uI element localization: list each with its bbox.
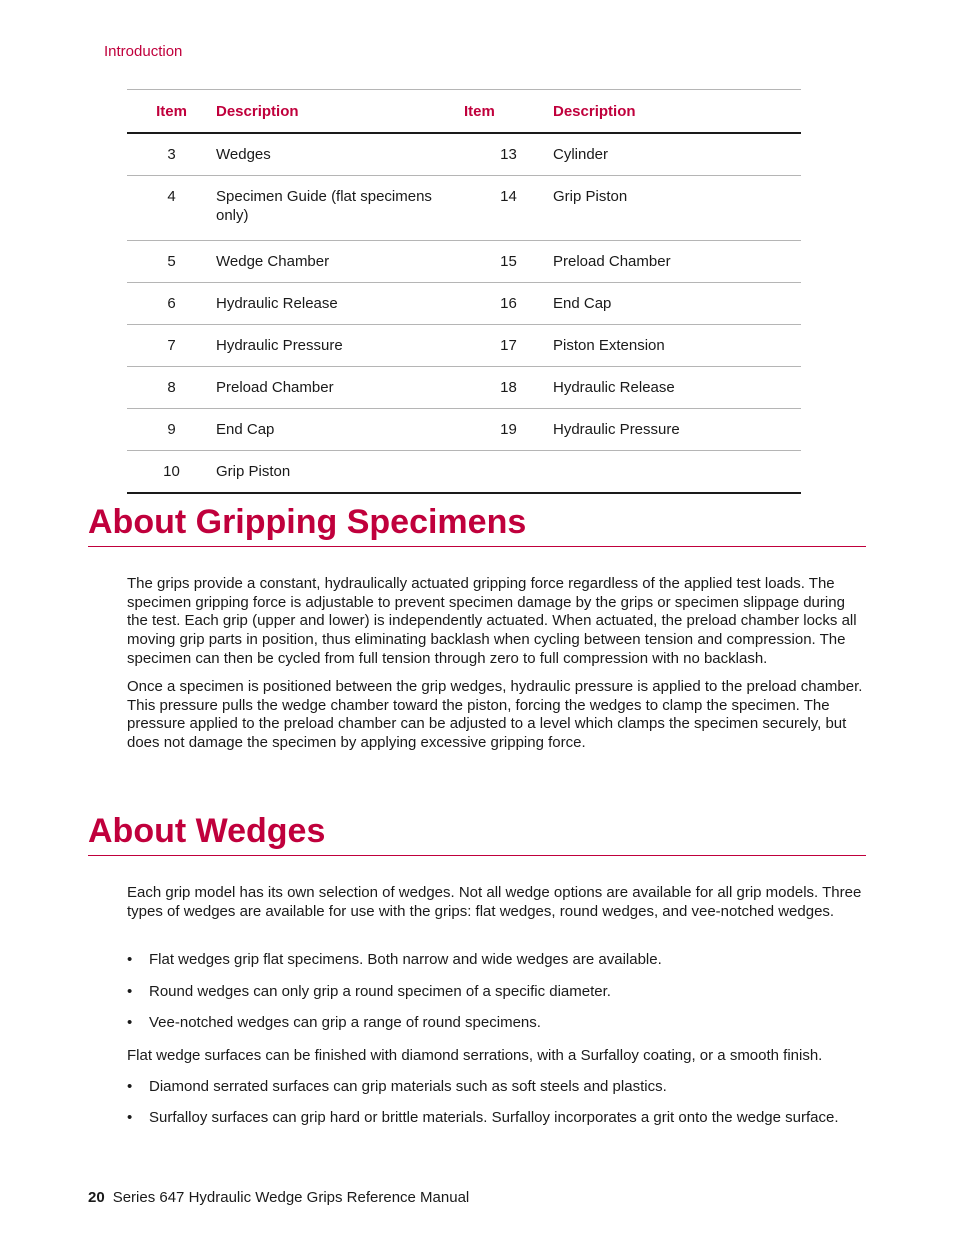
cell-item: 17	[500, 337, 517, 354]
parts-table	[127, 89, 801, 494]
table-row	[127, 367, 801, 409]
cell-description: End Cap	[553, 295, 612, 312]
cell-description: Hydraulic Pressure	[216, 337, 343, 354]
table-row	[127, 176, 801, 241]
cell-description: Grip Piston	[216, 463, 291, 480]
header-description-1: Description	[216, 90, 464, 134]
running-head: Introduction	[104, 43, 183, 60]
list-item-text: Round wedges can only grip a round specimen of a specific diameter.	[149, 983, 611, 1000]
cell-item: 9	[167, 421, 176, 438]
cell-description: Cylinder	[553, 146, 609, 163]
cell-item: 8	[167, 379, 176, 396]
cell-item: 19	[500, 421, 517, 438]
cell-item: 16	[500, 295, 517, 312]
cell-item	[464, 451, 553, 473]
table-row	[127, 241, 801, 283]
list-item-text: Diamond serrated surfaces can grip materials such as soft steels and plastics.	[149, 1078, 667, 1095]
cell-item: 14	[500, 188, 517, 205]
cell-description: Preload Chamber	[553, 253, 671, 270]
cell-item: 4	[167, 188, 176, 205]
cell-item: 15	[500, 253, 517, 270]
table-row	[127, 283, 801, 325]
paragraph: Once a specimen is positioned between the grip wedges, hydraulic pressure is applied to the preload chamber. This pressure pulls the wedge chamber toward the piston, forcing the wedges to clamp the specimen. The pressure applied to the preload chamber can be adjusted to a level which clamps the specimen securely, but does not damage the specimen by applying excessive gripping force.	[127, 678, 863, 752]
cell-description: Hydraulic Release	[553, 379, 675, 396]
cell-item: 6	[167, 295, 176, 312]
paragraph: The grips provide a constant, hydraulically actuated gripping force regardless of the applied test loads. The specimen gripping force is adjustable to prevent specimen damage by the grips or specimen slippage during the test. Each grip (upper and lower) is independently actuated. When actuated, the preload chamber locks all moving grip parts in position, thus eliminating backlash when cycling between tension and compression. The specimen can then be cycled from full tension through zero to full compression with no backlash.	[127, 575, 857, 667]
bullet-icon: •	[127, 983, 133, 1000]
table-row	[127, 325, 801, 367]
cell-description: End Cap	[216, 421, 275, 438]
page-footer	[88, 1189, 469, 1206]
cell-description: Grip Piston	[553, 188, 628, 205]
table-row	[127, 409, 801, 451]
cell-item: 7	[167, 337, 176, 354]
paragraph: Each grip model has its own selection of wedges. Not all wedge options are available for all grip models. Three types of wedges are available for use with the grips: flat wedges, round wedges, and vee-notched wedges.	[127, 884, 862, 920]
bullet-icon: •	[127, 951, 133, 968]
table-row	[127, 451, 801, 494]
list-item-text: Surfalloy surfaces can grip hard or brittle materials. Surfalloy incorporates a grit onto the wedge surface.	[149, 1109, 839, 1126]
manual-title: Series 647 Hydraulic Wedge Grips Reference Manual	[112, 1189, 470, 1206]
section-heading-wedges: About Wedges	[88, 811, 866, 856]
cell-item: 18	[500, 379, 517, 396]
list-item-text: Flat wedges grip flat specimens. Both narrow and wide wedges are available.	[149, 951, 662, 968]
header-item-2: Item	[464, 90, 553, 134]
cell-description: Hydraulic Release	[216, 295, 338, 312]
cell-description	[553, 451, 801, 473]
cell-description: Specimen Guide (flat specimens only)	[216, 188, 432, 224]
header-item-1: Item	[127, 90, 216, 134]
table-row	[127, 133, 801, 176]
cell-item: 3	[167, 146, 176, 163]
list-item-text: Vee-notched wedges can grip a range of round specimens.	[149, 1014, 541, 1031]
bullet-icon: •	[127, 1109, 133, 1126]
bullet-icon: •	[127, 1014, 133, 1031]
cell-description: Hydraulic Pressure	[553, 421, 680, 438]
bullet-icon: •	[127, 1078, 133, 1095]
cell-description: Piston Extension	[553, 337, 665, 354]
table-header-row	[127, 90, 801, 134]
section-heading-gripping: About Gripping Specimens	[88, 502, 866, 547]
cell-item: 10	[163, 463, 180, 480]
cell-description: Wedge Chamber	[216, 253, 330, 270]
paragraph: Flat wedge surfaces can be finished with diamond serrations, with a Surfalloy coating, or a smooth finish.	[127, 1047, 823, 1064]
cell-item: 5	[167, 253, 176, 270]
cell-item: 13	[500, 146, 517, 163]
cell-description: Wedges	[216, 146, 271, 163]
cell-description: Preload Chamber	[216, 379, 334, 396]
page-number: 20	[88, 1189, 105, 1206]
header-description-2: Description	[553, 90, 801, 134]
